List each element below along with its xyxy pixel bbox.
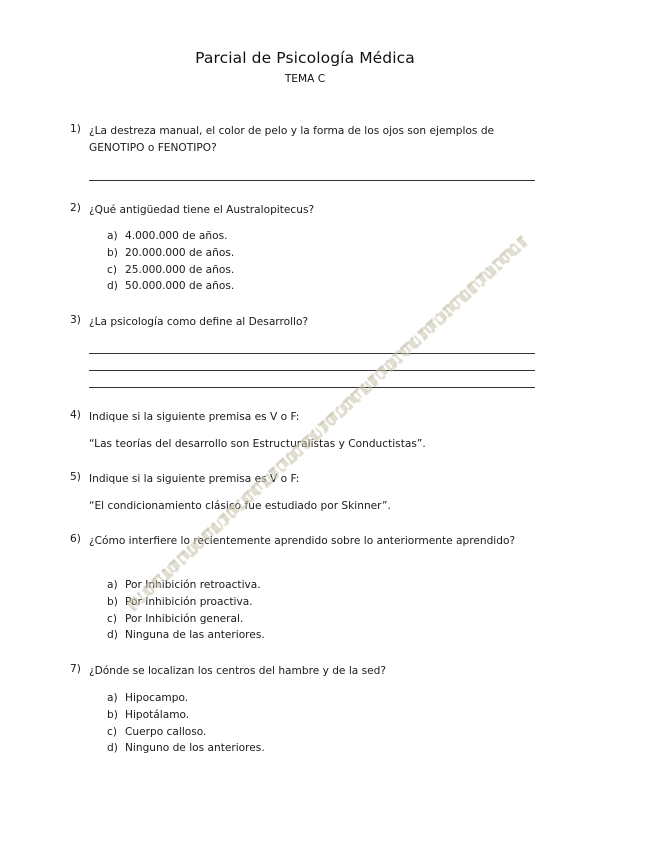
option-text: Cuerpo calloso. bbox=[125, 725, 207, 738]
option-letter: b) bbox=[107, 708, 118, 721]
option-item[interactable] bbox=[107, 627, 265, 644]
option-text: 20.000.000 de años. bbox=[125, 246, 235, 259]
option-letter: c) bbox=[107, 725, 117, 738]
answer-line[interactable] bbox=[89, 180, 535, 181]
question-text: ¿La psicología como define al Desarrollo? bbox=[89, 316, 309, 328]
question-text: ¿Cómo interfiere lo recientemente aprendido sobre lo anteriormente aprendido? bbox=[89, 535, 516, 547]
option-item[interactable] bbox=[107, 228, 234, 245]
premise-quote: “El condicionamiento clásico fue estudiado por Skinner”. bbox=[89, 500, 391, 512]
options-list bbox=[107, 228, 234, 295]
option-letter: b) bbox=[107, 246, 118, 259]
option-item[interactable] bbox=[107, 740, 265, 757]
answer-line[interactable] bbox=[89, 387, 535, 388]
option-letter: d) bbox=[107, 629, 118, 642]
question-number: 2) bbox=[70, 202, 81, 214]
option-letter: a) bbox=[107, 230, 118, 242]
option-letter: a) bbox=[107, 579, 118, 591]
premise-quote: “Las teorías del desarrollo son Estructuralistas y Conductistas”. bbox=[89, 438, 426, 450]
question-text: Indique si la siguiente premisa es V o F: bbox=[89, 473, 300, 485]
option-letter: c) bbox=[107, 612, 117, 625]
option-letter: d) bbox=[107, 280, 118, 293]
option-item[interactable] bbox=[107, 577, 265, 594]
options-list bbox=[107, 577, 265, 644]
options-list bbox=[107, 690, 265, 757]
option-item[interactable] bbox=[107, 690, 265, 707]
answer-line[interactable] bbox=[89, 370, 535, 371]
option-letter: a) bbox=[107, 692, 118, 704]
option-text: Ninguna de las anteriores. bbox=[125, 629, 265, 642]
option-text: Hipotálamo. bbox=[125, 708, 190, 721]
option-item[interactable] bbox=[107, 594, 265, 611]
option-item[interactable] bbox=[107, 278, 234, 295]
exam-title: Parcial de Psicología Médica bbox=[195, 49, 415, 67]
option-text: 4.000.000 de años. bbox=[125, 230, 228, 242]
option-text: Por Inhibición retroactiva. bbox=[125, 579, 261, 591]
option-text: 50.000.000 de años. bbox=[125, 280, 235, 293]
option-item[interactable] bbox=[107, 262, 234, 279]
question-number: 4) bbox=[70, 409, 81, 421]
option-text: Ninguno de los anteriores. bbox=[125, 742, 265, 755]
option-text: Por Inhibición proactiva. bbox=[125, 595, 253, 608]
question-number: 1) bbox=[70, 123, 81, 135]
option-item[interactable] bbox=[107, 245, 234, 262]
answer-line[interactable] bbox=[89, 353, 535, 354]
question-number: 6) bbox=[70, 533, 81, 545]
question-number: 5) bbox=[70, 471, 81, 483]
option-text: Por Inhibición general. bbox=[125, 612, 244, 625]
option-letter: d) bbox=[107, 742, 118, 755]
option-item[interactable] bbox=[107, 724, 265, 741]
question-text: ¿Dónde se localizan los centros del hambre y de la sed? bbox=[89, 665, 387, 677]
question-number: 7) bbox=[70, 663, 81, 675]
exam-subtitle: TEMA C bbox=[284, 73, 326, 85]
option-text: 25.000.000 de años. bbox=[125, 263, 235, 276]
question-text: ¿Qué antigüedad tiene el Australopitecus? bbox=[89, 204, 315, 216]
option-letter: b) bbox=[107, 595, 118, 608]
option-item[interactable] bbox=[107, 707, 265, 724]
option-item[interactable] bbox=[107, 611, 265, 628]
question-text: ¿La destreza manual, el color de pelo y la forma de los ojos son ejemplos de GENOTIPO o FENOTIPO? bbox=[89, 125, 495, 154]
option-letter: c) bbox=[107, 263, 117, 276]
question-number: 3) bbox=[70, 314, 81, 326]
option-text: Hipocampo. bbox=[125, 692, 189, 704]
question-text: Indique si la siguiente premisa es V o F: bbox=[89, 411, 300, 423]
